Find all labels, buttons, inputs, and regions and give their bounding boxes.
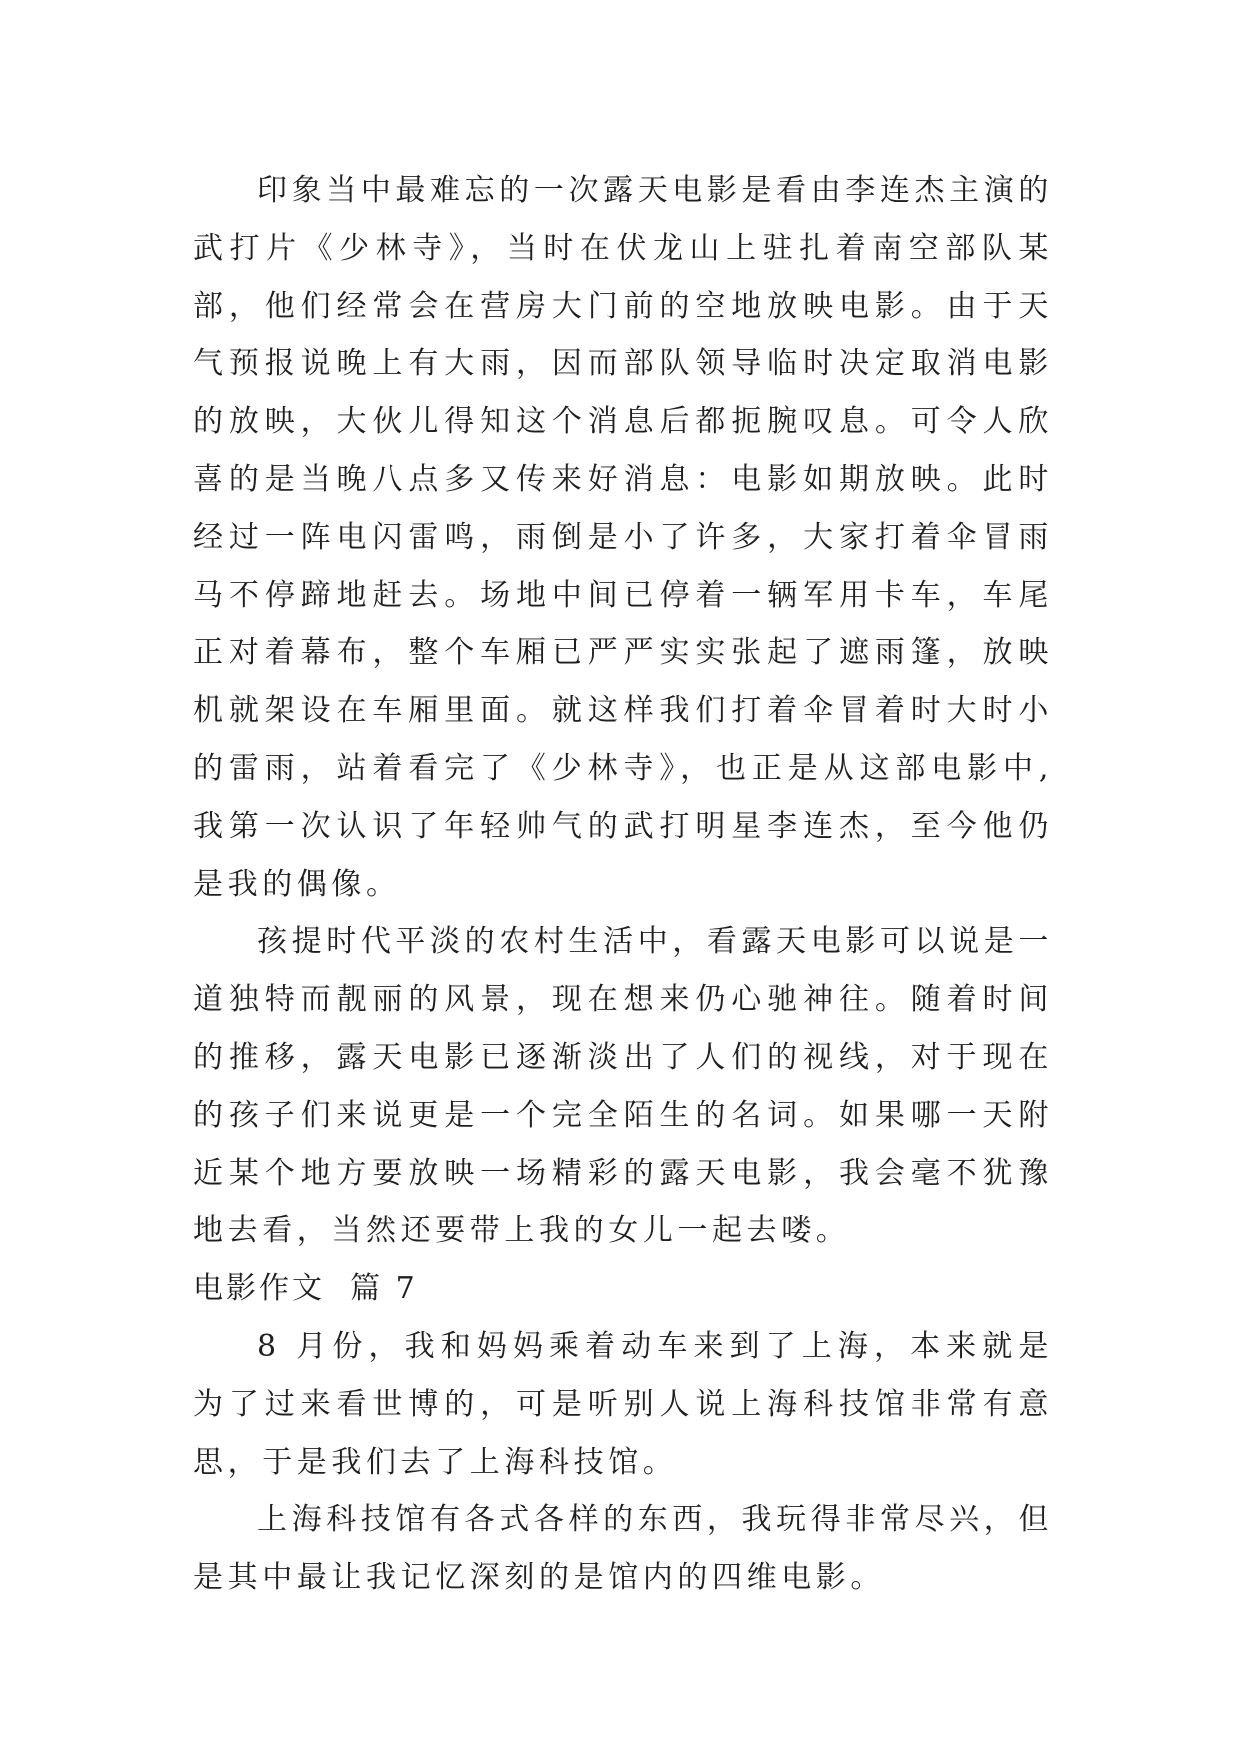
document-body — [193, 162, 1053, 1607]
paragraph-shanghai-trip: 8 月份，我和妈妈乘着动车来到了上海，本来就是为了过来看世博的，可是听别人说上海科技馆非常有意思，于是我们去了上海科技馆。 — [193, 1328, 1053, 1480]
paragraph-childhood-reflection: 孩提时代平淡的农村生活中，看露天电影可以说是一道独特而靓丽的风景，现在想来仍心驰神往。随着时间的推移，露天电影已逐渐淡出了人们的视线，对于现在的孩子们来说更是一个完全陌生的名词。如果哪一天附近某个地方要放映一场精彩的露天电影，我会毫不犹豫地去看，当然还要带上我的女儿一起去喽。 — [193, 924, 1053, 1249]
paragraph-outdoor-movie-memory: 印象当中最难忘的一次露天电影是看由李连杰主演的武打片《少林寺》，当时在伏龙山上驻扎着南空部队某部，他们经常会在营房大门前的空地放映电影。由于天气预报说晚上有大雨，因而部队领导临时决定取消电影的放映，大伙儿得知这个消息后都扼腕叹息。可令人欣喜的是当晚八点多又传来好消息：电影如期放映。此时经过一阵电闪雷鸣，雨倒是小了许多，大家打着伞冒雨马不停蹄地赶去。场地中间已停着一辆军用卡车，车尾正对着幕布，整个车厢已严严实实张起了遮雨篷，放映机就架设在车厢里面。就这样我们打着伞冒着时大时小的雷雨，站着看完了《少林寺》，也正是从这部电影中,我第一次认识了年轻帅气的武打明星李连杰，至今他仍是我的偶像。 — [193, 173, 1053, 902]
section-heading: 电影作文 篇 7 — [193, 1271, 418, 1307]
paragraph-science-museum: 上海科技馆有各式各样的东西，我玩得非常尽兴，但是其中最让我记忆深刻的是馆内的四维电影。 — [193, 1502, 1053, 1596]
